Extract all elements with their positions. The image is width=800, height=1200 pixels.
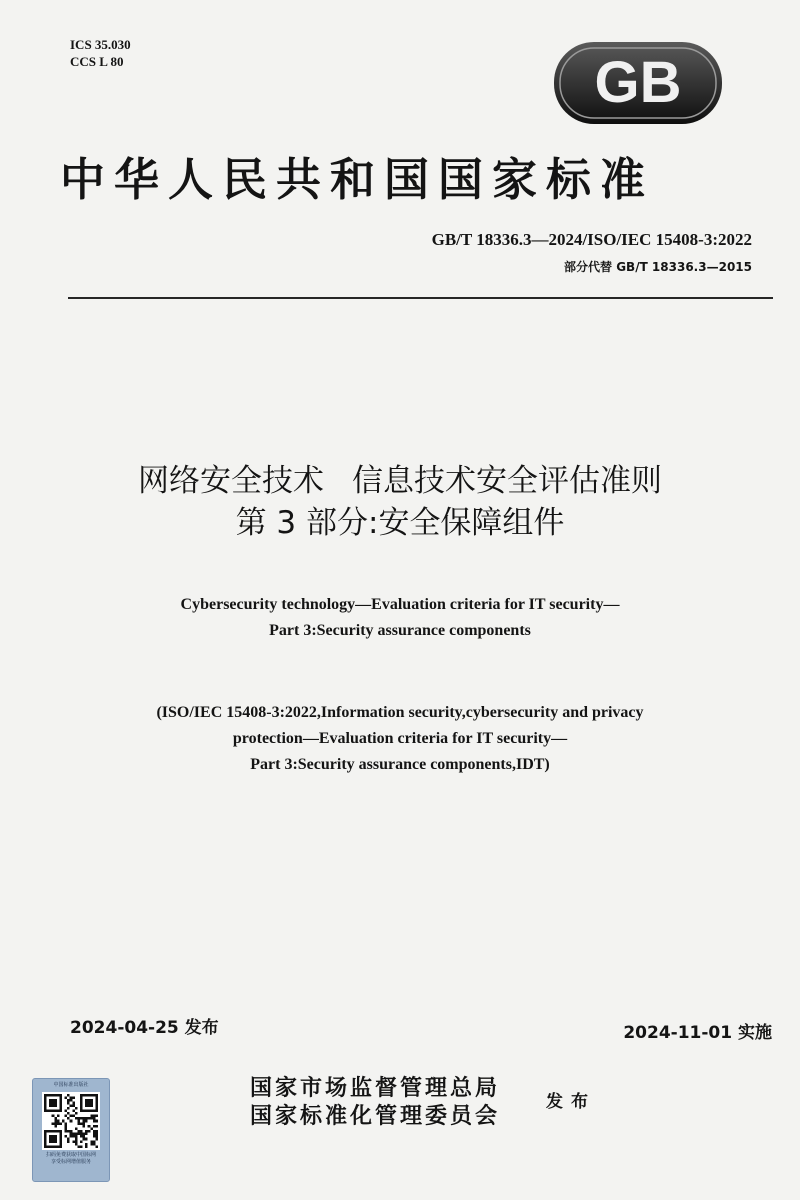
stamp-title: 中国标准出版社	[53, 1082, 89, 1088]
standard-number: GB/T 18336.3—2024/ISO/IEC 15408-3:2022	[431, 230, 752, 249]
national-standard-title: 中华人民共和国国家标准	[60, 153, 655, 206]
adoption-line1: (ISO/IEC 15408-3:2022,Information security,cybersecurity and privacy	[156, 704, 644, 721]
english-title	[0, 592, 800, 644]
replaces-note: 部分代替 GB/T 18336.3—2015	[564, 260, 752, 274]
chinese-title-part2: 信息技术安全评估准则	[352, 463, 662, 499]
publish-label: 发布	[546, 1092, 596, 1112]
stamp-line2: 享受标网增值服务	[50, 1159, 91, 1165]
issuing-authorities	[250, 1075, 500, 1131]
ics-code: ICS 35.030	[70, 37, 131, 52]
ccs-code: CCS L 80	[70, 54, 124, 69]
english-title-line1: Cybersecurity technology—Evaluation criteria for IT security—	[180, 596, 620, 613]
chinese-title-line2: 第 3 部分:安全保障组件	[235, 505, 565, 541]
chinese-title-line1	[0, 460, 800, 502]
authority-sac: 国家标准化管理委员会	[250, 1104, 501, 1129]
gb-logo	[552, 40, 724, 126]
english-title-line2: Part 3:Security assurance components	[269, 622, 531, 639]
classification-codes	[70, 36, 131, 70]
issue-date: 2024-04-25 发布	[70, 1018, 219, 1038]
qr-code-icon[interactable]	[44, 1094, 98, 1148]
header-divider	[68, 297, 773, 299]
gb-logo-text: GB	[594, 50, 682, 115]
implementation-date: 2024-11-01 实施	[623, 1023, 772, 1043]
chinese-title-part1: 网络安全技术	[138, 463, 324, 499]
adoption-statement	[0, 700, 800, 778]
publisher-qr-sticker[interactable]	[32, 1078, 110, 1182]
stamp-line1: 扫码免费获取中国标网	[45, 1152, 96, 1158]
chinese-title	[0, 460, 800, 544]
adoption-line3: Part 3:Security assurance components,IDT)	[250, 756, 550, 773]
qr-code-frame	[42, 1092, 100, 1150]
adoption-line2: protection—Evaluation criteria for IT security—	[232, 730, 568, 747]
authority-samr: 国家市场监督管理总局	[250, 1076, 501, 1101]
